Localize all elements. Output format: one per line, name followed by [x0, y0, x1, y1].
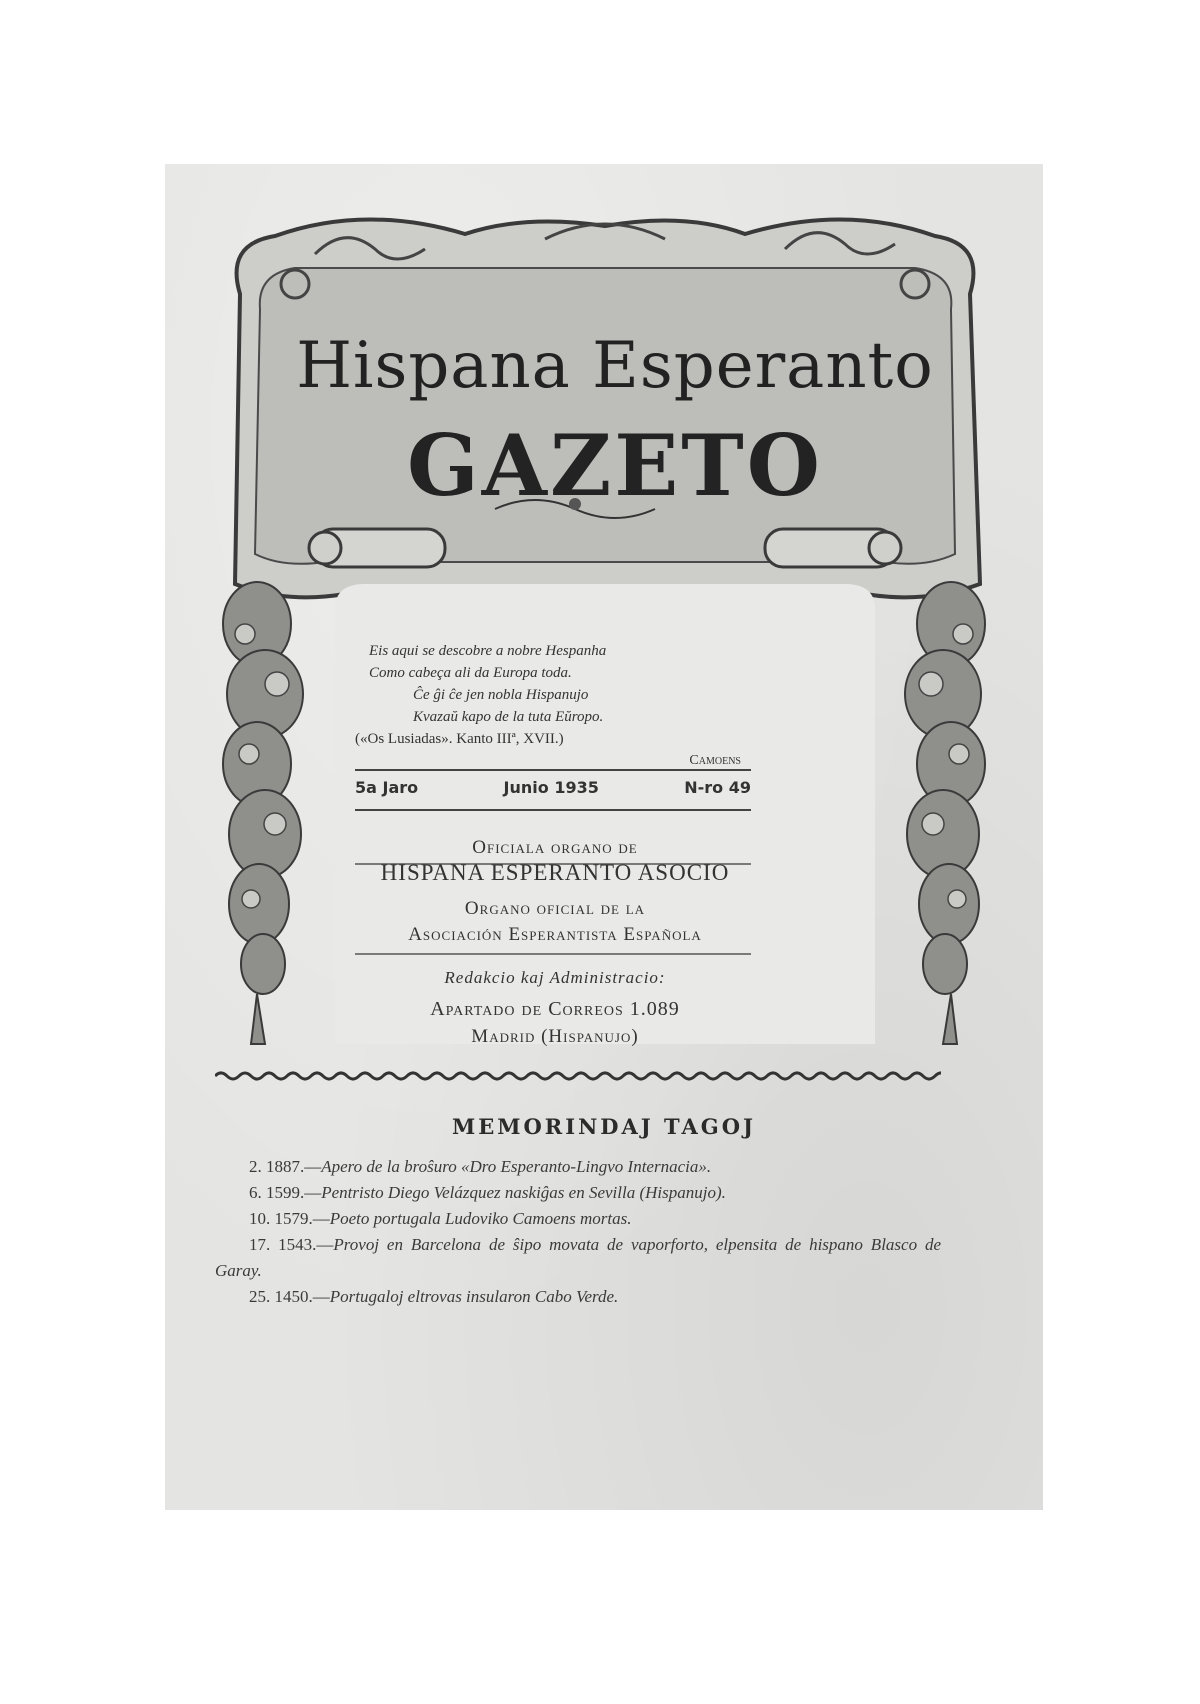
- ornate-cartouche: [165, 164, 1043, 1104]
- address-heading: Redakcio kaj Administracio:: [444, 968, 666, 987]
- issue-date: Junio 1935: [503, 778, 599, 797]
- masthead-title: Hispana Esperanto: [296, 329, 934, 403]
- issue-info: [355, 778, 751, 797]
- epigraph-author: Camoens: [689, 753, 741, 768]
- issue-number: N-ro 49: [684, 778, 751, 797]
- section-title: MEMORINDAJ TAGOJ: [452, 1114, 756, 1139]
- organ-line: Oficiala organo de: [472, 837, 638, 858]
- divider: [355, 769, 751, 771]
- list-item: 2. 1887.—Apero de la broŝuro «Dro Esperanto-Lingvo Internacia».: [249, 1157, 712, 1176]
- organ-name: HISPANA ESPERANTO ASOCIO: [380, 860, 730, 885]
- scanned-page: [165, 164, 1043, 1510]
- epigraph-line: Ĉe ĝi ĉe jen nobla Hispanujo: [413, 687, 589, 703]
- memorable-days-list: [215, 1154, 941, 1310]
- epigraph-line: Kvazaŭ kapo de la tuta Eŭropo.: [413, 709, 604, 725]
- organ-name-spanish: Asociación Esperantista Española: [408, 924, 702, 945]
- divider: [355, 809, 751, 811]
- epigraph: [355, 640, 755, 772]
- epigraph-line: Eis aqui se descobre a nobre Hespanha: [369, 643, 607, 659]
- masthead-subtitle: GAZETO: [407, 416, 823, 515]
- list-item: 25. 1450.—Portugaloj eltrovas insularon Cabo Verde.: [249, 1287, 619, 1306]
- organ-line: Organo oficial de la: [464, 898, 646, 919]
- address-city: Madrid (Hispanujo): [471, 1026, 639, 1047]
- list-item: 6. 1599.—Pentristo Diego Velázquez naskiĝas en Sevilla (Hispanujo).: [249, 1183, 726, 1202]
- epigraph-line: («Os Lusiadas». Kanto IIIª, XVII.): [355, 731, 564, 747]
- list-item: 17. 1543.—Provoj en Barcelona de ŝipo movata de vaporforto, elpensita de hispano Blasco de Garay.: [215, 1235, 942, 1280]
- wavy-divider: [215, 1069, 941, 1083]
- epigraph-line: Como cabeça ali da Europa toda.: [369, 665, 572, 681]
- address-line: Apartado de Correos 1.089: [430, 998, 680, 1020]
- issue-year: 5a Jaro: [355, 778, 419, 797]
- list-item: 10. 1579.—Poeto portugala Ludoviko Camoens mortas.: [249, 1209, 632, 1228]
